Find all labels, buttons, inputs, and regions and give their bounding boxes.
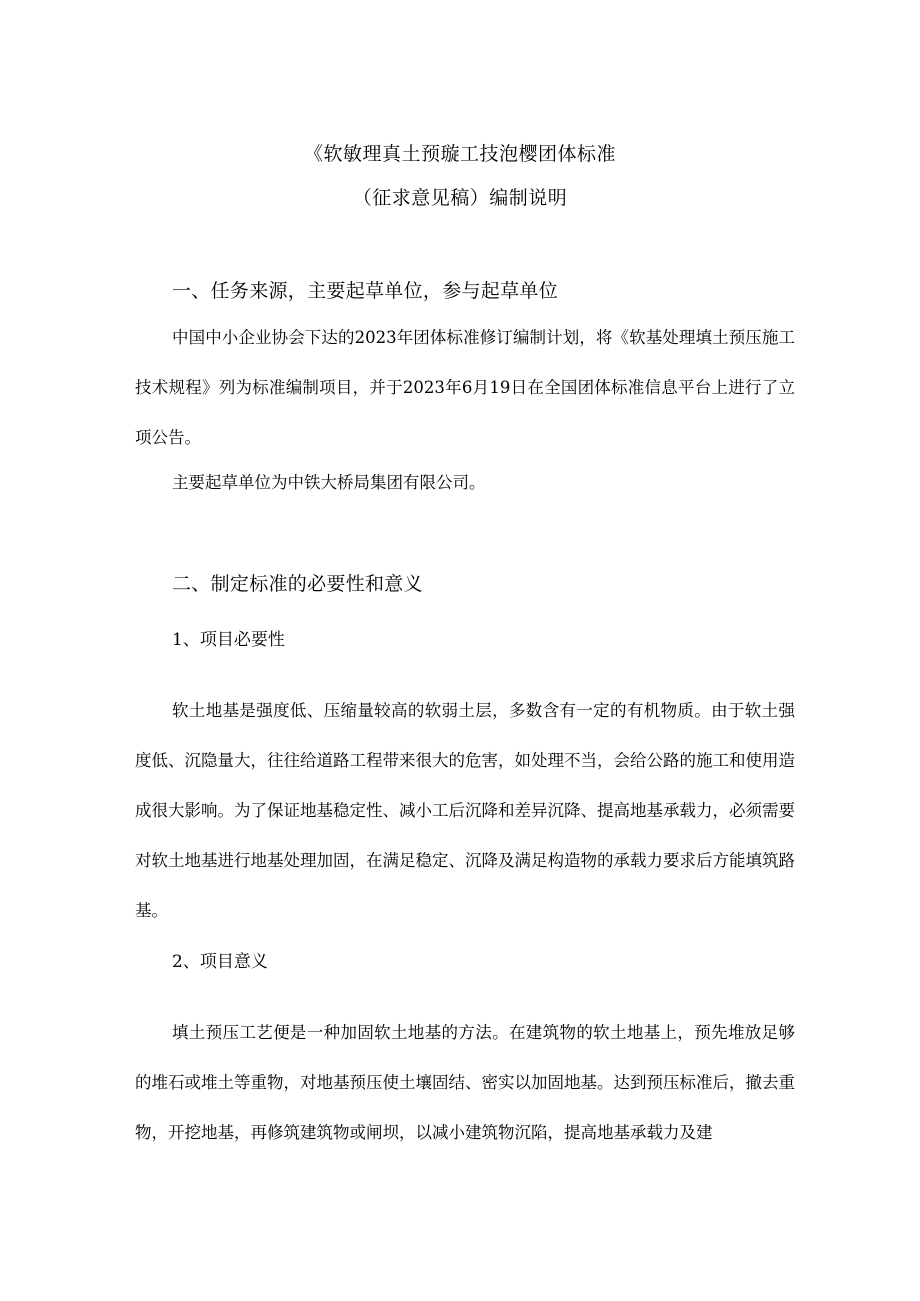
section1-paragraph-1: 中国中小企业协会下达的2023年团体标准修订编制计划，将《软基处理填土预压施工技术规程》列为标准编制项目，并于2023年6月19日在全国团体标准信息平台上进行了立项公告。 — [135, 328, 795, 447]
section1-paragraph-2: 主要起草单位为中铁大桥局集团有限公司。 — [172, 473, 486, 492]
section2-sub1-paragraph: 软土地基是强度低、压缩量较高的软弱土层，多数含有一定的有机物质。由于软土强度低、沉隐量大，往往给道路工程带来很大的危害，如处理不当，会给公路的施工和使用造成很大影响。为了保证地基稳定性、减小工后沉降和差异沉降、提高地基承载力，必须需要对软土地基进行地基处理加固，在满足稳定、沉降及满足构造物的承载力要求后方能填筑路基。 — [135, 701, 795, 920]
section2-sub2-heading: 2、项目意义 — [172, 952, 268, 972]
section2-sub1-heading: 1、项目必要性 — [172, 630, 285, 650]
document-title-line-2: （征求意见稿）编制说明 — [352, 187, 568, 209]
section2-heading: 二、制定标准的必要性和意义 — [172, 573, 423, 595]
section2-sub2-paragraph: 填土预压工艺便是一种加固软土地基的方法。在建筑物的软土地基上，预先堆放足够的堆石或堆土等重物，对地基预压使土壤固结、密实以加固地基。达到预压标准后，撤去重物，开挖地基，再修筑建筑物或闸坝，以减小建筑物沉陷，提高地基承载力及建 — [135, 1023, 795, 1142]
section1-heading: 一、任务来源，主要起草单位，参与起草单位 — [172, 280, 559, 302]
document-title-line-1: 《软敏理真土预璇工技泡樱团体标准 — [303, 143, 616, 165]
